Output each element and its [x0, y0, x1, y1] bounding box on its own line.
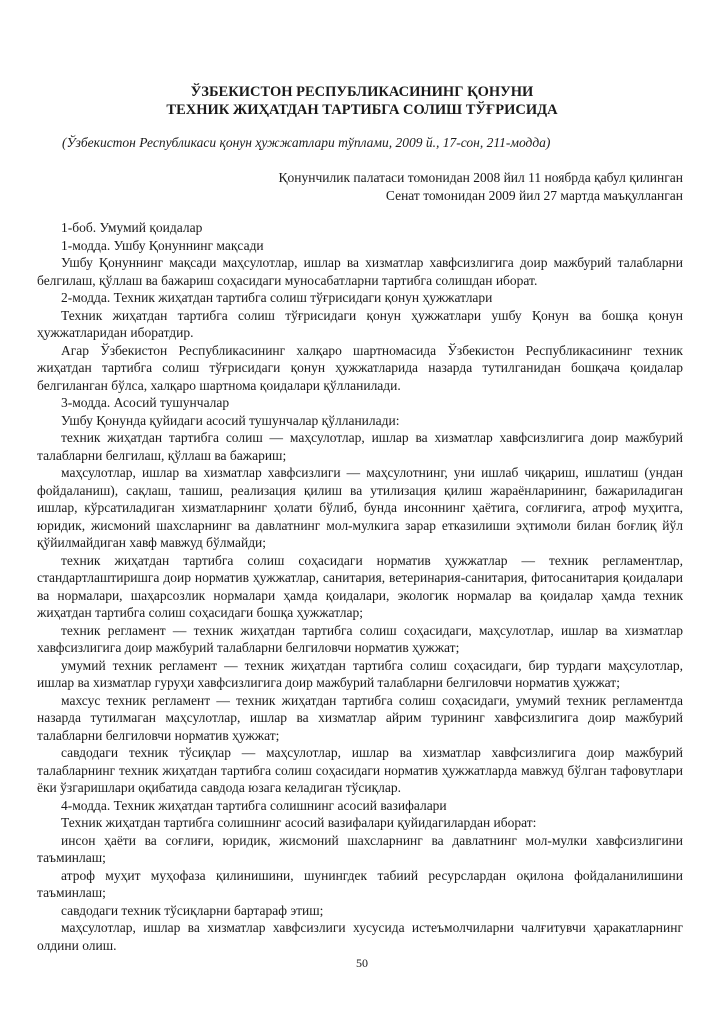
- article-heading: 2-модда. Техник жиҳатдан тартибга солиш тўғрисидаги қонун ҳужжатлари: [61, 290, 493, 305]
- task-paragraph: атроф муҳит муҳофаза қилинишини, шунингдек табиий ресурслардан оқилона фойдаланилишини таъминлаш;: [37, 867, 683, 900]
- definition-paragraph: техник регламент — техник жиҳатдан тартибга солиш соҳасидаги, маҳсулотлар, ишлар ва хизматлар хавфсизлигига доир мажбурий талабларни белгиловчи норматив ҳужжат;: [37, 622, 683, 655]
- article-heading: 1-модда. Ушбу Қонуннинг мақсади: [61, 237, 264, 253]
- task-paragraph: савдодаги техник тўсиқларни бартараф этиш;: [61, 902, 324, 918]
- paragraph: Ушбу Қонунда қуйидаги асосий тушунчалар қўлланилади:: [61, 412, 400, 428]
- adoption-note: Қонунчилик палатаси томонидан 2008 йил 11 ноябрда қабул қилинган: [278, 170, 683, 185]
- law-body: [37, 219, 683, 954]
- law-title-line-1: ЎЗБЕКИСТОН РЕСПУБЛИКАСИНИНГ ҚОНУНИ: [190, 84, 534, 100]
- source-reference: (Ўзбекистон Республикаси қонун ҳужжатлари тўплами, 2009 й., 17-сон, 211-модда): [62, 135, 551, 150]
- task-paragraph: маҳсулотлар, ишлар ва хизматлар хавфсизлиги хусусида истеъмолчиларни чалғитувчи ҳаракатларнинг олдини олиш.: [37, 920, 683, 953]
- paragraph: Техник жиҳатдан тартибга солиш тўғрисидаги қонун ҳужжатлари ушбу Қонун ва бошқа қонун ҳужжатларидан иборатдир.: [37, 307, 683, 340]
- page-number: 50: [356, 956, 368, 970]
- article-heading: 4-модда. Техник жиҳатдан тартибга солишнинг асосий вазифалари: [61, 797, 447, 813]
- paragraph: Агар Ўзбекистон Республикасининг халқаро шартномасида Ўзбекистон Республикасининг техник жиҳатдан тартибга солиш тўғрисидаги қонун ҳужжатларида назарда тутилганидан бошқача қоидалар белгиланган бўлса, халқаро шартнома қоидалари қўлланилади.: [37, 342, 683, 393]
- definition-paragraph: махсус техник регламент — техник жиҳатдан тартибга солиш соҳасидаги, умумий техник регламентда назарда тутилмаган маҳсулотлар, ишлар ва хизматлар айрим турининг хавфсизлигига доир мажбурий талабларни белгиловчи норматив ҳужжат;: [37, 692, 683, 743]
- paragraph: Ушбу Қонуннинг мақсади маҳсулотлар, ишлар ва хизматлар хавфсизлигига доир мажбурий талабларни белгилаш, қўллаш ва бажариш соҳасидаги муносабатларни тартибга солишдан иборат.: [37, 255, 683, 288]
- task-paragraph: инсон ҳаёти ва соғлиғи, юридик, жисмоний шахсларнинг ва давлатнинг мол-мулки хавфсизлигини таъминлаш;: [37, 832, 683, 865]
- definition-paragraph: савдодаги техник тўсиқлар — маҳсулотлар, ишлар ва хизматлар хавфсизлигига доир мажбурий талабларнинг техник жиҳатдан тартибга солиш соҳасидаги норматив ҳужжатларда мавжуд бўлган тафовутлари ёки ўзгаришлари оқибатида савдода юзага келадиган тўсиқлар.: [37, 745, 683, 795]
- chapter-heading: 1-боб. Умумий қоидалар: [61, 220, 203, 235]
- definition-paragraph: техник жиҳатдан тартибга солиш соҳасидаги норматив ҳужжатлар — техник регламентлар, стандартлаштиришга доир норматив ҳужжатлар, санитария, ветеринария-санитария, фитосанитария қоидалари ва нормалари, шаҳарсозлик нормалари ҳамда қоидалари, экологик нормалар ва қоидалар ҳамда техник жиҳатдан тартибга солиш соҳасидаги бошқа ҳужжатлар;: [37, 552, 683, 620]
- article-heading: 3-модда. Асосий тушунчалар: [61, 395, 230, 410]
- approval-note: Сенат томонидан 2009 йил 27 мартда маъқулланган: [385, 188, 683, 203]
- definition-paragraph: техник жиҳатдан тартибга солиш — маҳсулотлар, ишлар ва хизматлар хавфсизлигига доир мажбурий талабларни белгилаш, қўллаш ва бажариш;: [37, 430, 683, 463]
- definition-paragraph: маҳсулотлар, ишлар ва хизматлар хавфсизлиги — маҳсулотнинг, уни ишлаб чиқариш, ишлатиш (ундан фойдаланиш), сақлаш, ташиш, реализация қилиш ва утилизация қилиш жараёнларининг, бажариладиган ишлар, кўрсатиладиган хизматларнинг ҳолати бўлиб, бунда инсоннинг ҳаётига, соғлиғига, атроф муҳитга, юридик, жисмоний шахсларнинг ва давлатнинг мол-мулкига зарар етказилиши эҳтимоли билан боғлиқ йўл қўйилмайдиган хавф мавжуд бўлмайди;: [37, 465, 683, 550]
- law-title-line-2: ТЕХНИК ЖИҲАТДАН ТАРТИБГА СОЛИШ ТЎҒРИСИДА: [166, 102, 558, 118]
- definition-paragraph: умумий техник регламент — техник жиҳатдан тартибга солиш соҳасидаги, бир турдаги маҳсулотлар, ишлар ва хизматлар гуруҳи хавфсизлигига доир мажбурий талабларни белгиловчи норматив ҳужжат;: [37, 657, 683, 690]
- paragraph: Техник жиҳатдан тартибга солишнинг асосий вазифалари қуйидагилардан иборат:: [61, 815, 537, 830]
